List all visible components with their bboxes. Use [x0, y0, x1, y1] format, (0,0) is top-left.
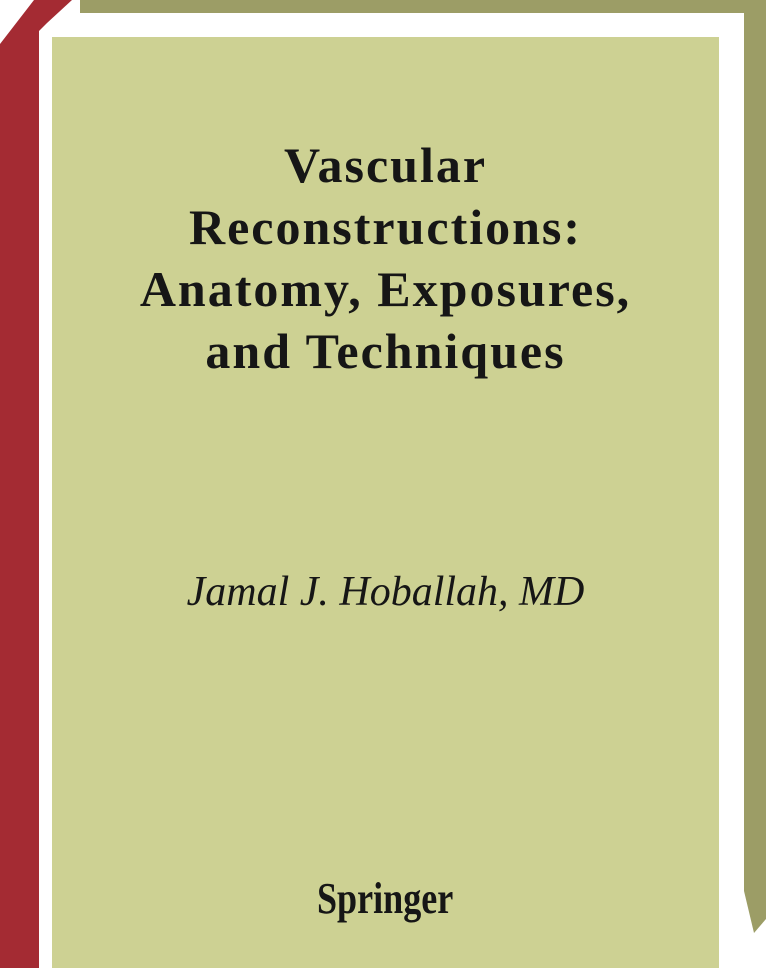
book-title: [52, 134, 719, 382]
publisher-logo-text: Springer: [317, 874, 454, 923]
book-title-line: Reconstructions:: [188, 199, 583, 255]
publisher-logo: [52, 876, 719, 922]
front-cover: [52, 37, 719, 968]
book-top-page-edge: [80, 0, 766, 13]
book-author: Jamal J. Hoballah, MD: [186, 569, 585, 615]
book-title-line: and Techniques: [205, 323, 566, 379]
book-title-line: Vascular: [283, 137, 488, 193]
book-right-page-edge: [744, 0, 766, 933]
book-title-line: Anatomy, Exposures,: [139, 261, 632, 317]
